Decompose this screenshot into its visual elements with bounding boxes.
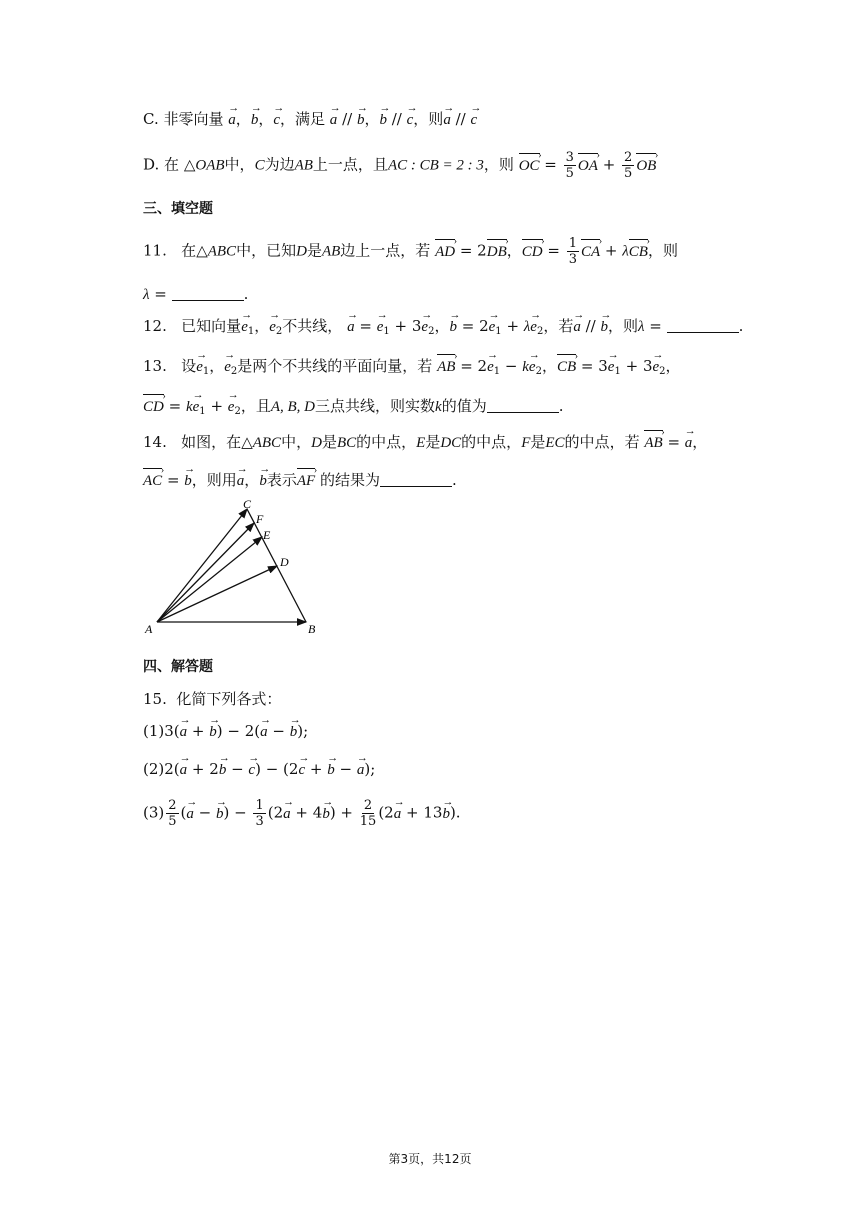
question-13-cont: CD › = ke $\to_1 + e \to_2$，且A, B, D三点共线，则实数k的值为 . <box>143 394 564 423</box>
label-a: A <box>145 622 153 636</box>
option-c: C. 非零向量 a →，b →，c →，满足 a → // b →，b → // c →，则a → // c → <box>143 108 477 131</box>
question-13: 13. 设$e \to_1$，$e \to_2$是两个不共线的平面向量，若 AB › = $2e \to_1$ − ke $\to_2$，CB › = $3e \to_1 + 3e \to_2$， <box>143 354 681 383</box>
label-f: F <box>256 512 264 526</box>
question-15-part-2: (2)2(a → + 2b → − c →) − (2c → + b → − a →); <box>143 758 375 781</box>
section-answer: 四、解答题 <box>143 658 213 674</box>
answer-blank[interactable] <box>487 398 559 413</box>
vector-ad <box>157 566 277 622</box>
question-14: 14. 如图，在△ABC中，D是BC的中点，E是DC的中点，F是EC的中点，若 AB › = a →， <box>143 430 707 454</box>
label-b: B <box>308 622 316 636</box>
label-c: C <box>243 497 252 511</box>
vector-af <box>157 523 254 622</box>
answer-blank[interactable] <box>667 318 739 333</box>
option-d: D. 在 △OAB中，C为边AB上一点，且AC : CB = 2 : 3，则 OC › = $\frac{3}{5}$ OA › + $\frac{2}{5}$ OB › <box>143 150 656 181</box>
question-15-part-3: (3) $\frac{2}{5}$ (a → − b →) − $\frac{1}{3}$ (2a → + 4b →) + $\frac{2}{15}$ (2a → + 13b →). <box>143 798 461 829</box>
label-d: D <box>280 555 289 569</box>
question-15: 15. 化简下列各式： <box>143 690 282 708</box>
vector-ae <box>157 537 262 622</box>
answer-blank[interactable] <box>380 472 452 487</box>
label-e: E <box>263 528 271 542</box>
vector-ac <box>157 509 247 622</box>
question-15-part-1: (1)3(a → + b →) − 2(a → − b →); <box>143 720 308 743</box>
question-14-cont: AC › = b →，则用a →，b →表示AF › 的结果为 . <box>143 468 457 492</box>
question-12: 12. 已知向量$e \to_1$，$e \to_2$不共线， a → = $e \to_1 + 3e \to_2$，b → = $2e \to_1 + \lambda e \to_2$，若a → // b →，则λ = . <box>143 315 743 343</box>
question-11-answer: λ = . <box>143 285 249 303</box>
answer-blank[interactable] <box>172 286 244 301</box>
page-footer: 第3页，共12页 <box>388 1152 472 1166</box>
section-fill-in: 三、填空题 <box>143 200 213 216</box>
triangle-figure <box>140 495 330 640</box>
question-11: 11. 在△ABC中，已知D是AB边上一点，若 AD › = 2DB ›，CD › = $\frac{1}{3}$ CA › + λCB ›，则 <box>143 236 678 267</box>
